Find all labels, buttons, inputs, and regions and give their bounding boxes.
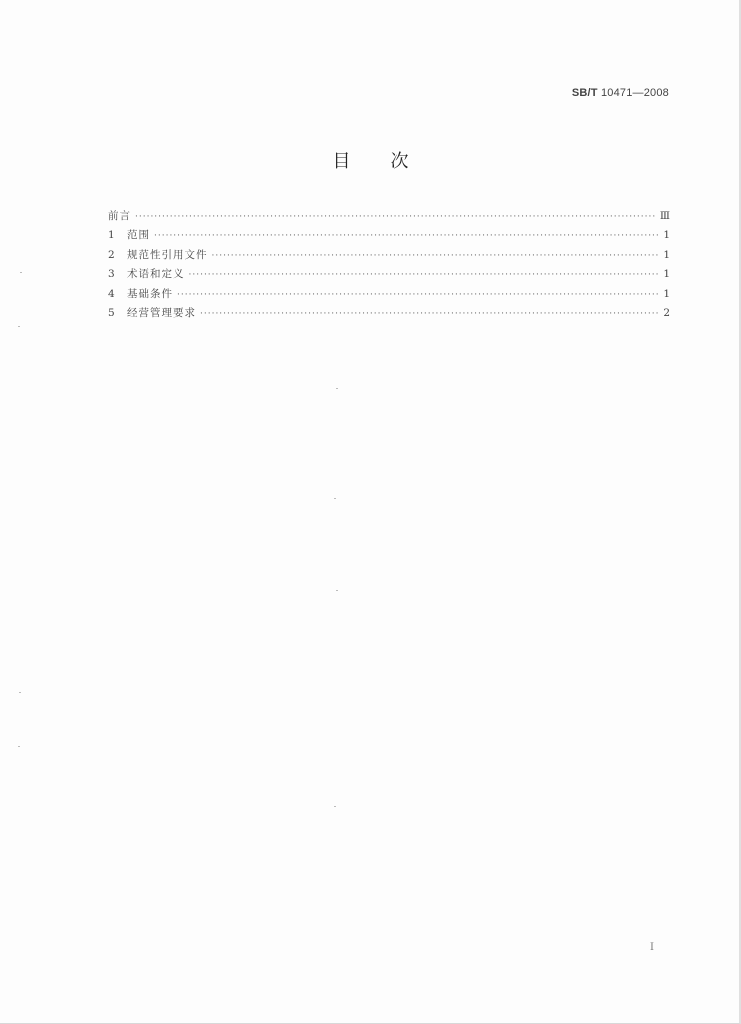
scan-speck [18,326,20,327]
scan-speck [336,590,338,591]
toc-leader-dots [189,270,660,280]
toc-entry-page: 1 [663,287,670,300]
toc-entry-page: 1 [663,268,670,281]
toc-leader-dots [135,212,656,222]
toc-entry-label: 规范性引用文件 [127,248,208,261]
toc-entry-label: 术语和定义 [127,268,185,281]
toc-entry-page: 2 [663,306,670,319]
toc-entry-normative-references[interactable] [108,247,670,266]
scan-speck [336,388,338,389]
toc-entry-number: 2 [108,248,115,261]
toc-leader-dots [200,309,659,319]
toc-entry-scope[interactable] [108,227,670,246]
scan-speck [334,806,336,807]
scan-speck [18,746,20,747]
scan-speck [19,692,21,693]
toc-entry-label: 范围 [127,229,150,242]
toc-entry-number: 4 [108,287,115,300]
scan-speck [20,272,22,273]
toc-entry-page: 1 [663,229,670,242]
toc-entry-label: 基础条件 [127,287,173,300]
standard-prefix: SB/T [571,87,598,99]
toc-entry-foreword[interactable] [108,208,670,227]
toc-leader-dots [212,251,660,261]
table-of-contents [108,208,670,324]
standard-number: 10471—2008 [600,87,669,99]
toc-entry-label: 前言 [108,210,131,222]
scan-speck [334,498,336,499]
toc-leader-dots [154,231,659,241]
standard-code [480,87,669,99]
toc-entry-management-requirements[interactable] [108,305,670,324]
toc-entry-page: Ⅲ [659,210,670,222]
toc-entry-page: 1 [663,248,670,261]
toc-entry-number: 5 [108,306,115,319]
toc-entry-label: 经营管理要求 [127,306,196,319]
toc-entry-terms-definitions[interactable] [108,266,670,285]
toc-entry-number: 3 [108,268,115,281]
toc-leader-dots [177,290,659,300]
toc-entry-number: 1 [108,229,115,242]
toc-title: 目次 [332,151,449,172]
toc-entry-basic-conditions[interactable] [108,286,670,305]
page-number: I [650,942,654,953]
